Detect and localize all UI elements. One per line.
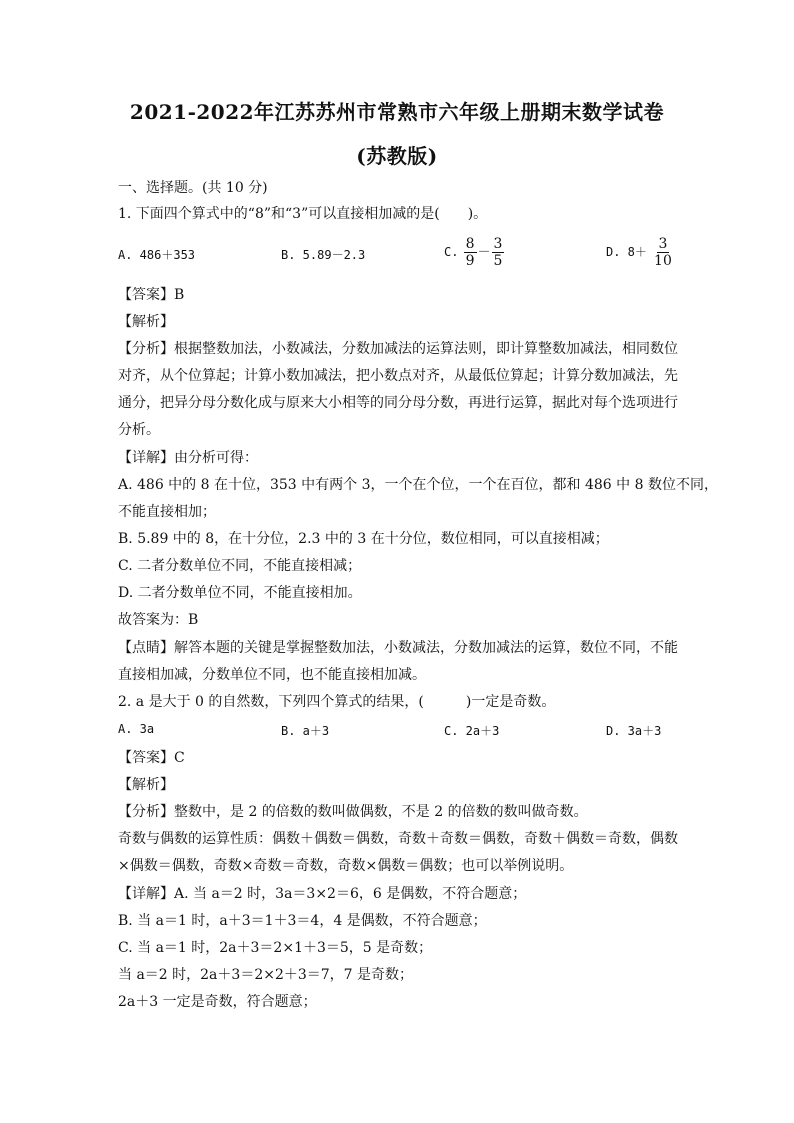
detail-text: 不能直接相加； xyxy=(118,504,216,520)
document-title: 2021-2022年江苏苏州市常熟市六年级上册期末数学试卷 xyxy=(129,100,665,124)
fraction: $\frac{8}{9}$ xyxy=(465,236,475,269)
question-2-options xyxy=(118,722,678,742)
analysis-heading: 【解析】 xyxy=(118,777,174,793)
detail-text: 【详解】A. 当 a＝2 时，3a＝3×2＝6，6 是偶数，不符合题意； xyxy=(118,886,527,902)
detail-text: C. 二者分数单位不同，不能直接相减； xyxy=(118,558,362,574)
detail-text: 2a＋3 一定是奇数，符合题意； xyxy=(118,994,317,1010)
detail-text: B. 5.89 中的 8，在十分位，2.3 中的 3 在十分位，数位相同，可以直接相减； xyxy=(118,531,609,547)
question-1-stem: 1. 下面四个算式中的“8”和“3”可以直接相加减的是( )。 xyxy=(118,206,488,222)
answer-label: 【答案】B xyxy=(118,287,185,303)
option-c: C. 2a＋3 xyxy=(444,724,500,738)
section-heading: 一、选择题。(共 10 分) xyxy=(118,180,268,196)
fraction: $\frac{3}{5}$ xyxy=(493,236,503,269)
analysis-text: 通分，把异分母分数化成与原来大小相等的同分母分数，再进行运算，据此对每个选项进行 xyxy=(118,395,678,411)
detail-text: D. 二者分数单位不同，不能直接相加。 xyxy=(118,585,362,601)
option-d: D. 8＋ $\frac{3}{10}$ xyxy=(606,236,672,269)
detail-text: 当 a＝2 时，2a＋3＝2×2＋3＝7，7 是奇数； xyxy=(118,967,414,983)
comment-text: 【点睛】解答本题的关键是掌握整数加法，小数减法，分数加减法的运算，数位不同，不能 xyxy=(118,640,678,656)
option-c: C. $\frac{8}{9}$ － $\frac{3}{5}$ xyxy=(444,236,503,269)
analysis-text: 奇数与偶数的运算性质：偶数＋偶数＝偶数，奇数＋奇数＝偶数，奇数＋偶数＝奇数，偶数 xyxy=(118,831,678,847)
analysis-heading: 【解析】 xyxy=(118,314,174,330)
option-a: A. 3a xyxy=(118,722,155,736)
detail-text: C. 当 a＝1 时，2a＋3＝2×1＋3＝5，5 是奇数； xyxy=(118,940,433,956)
analysis-text: 【分析】根据整数加法，小数减法，分数加减法的运算法则，即计算整数加减法，相同数位 xyxy=(118,341,678,357)
document-subtitle: (苏教版) xyxy=(356,144,438,168)
option-a: A. 486＋353 xyxy=(118,248,196,262)
comment-text: 直接相加减，分数单位不同，也不能直接相加减。 xyxy=(118,667,426,683)
detail-text: B. 当 a＝1 时，a＋3＝1＋3＝4，4 是偶数，不符合题意； xyxy=(118,913,487,929)
answer-label: 【答案】C xyxy=(118,750,185,766)
option-b: B. 5.89－2.3 xyxy=(281,248,366,262)
detail-text: A. 486 中的 8 在十位，353 中有两个 3，一个在个位，一个在百位，都和 486 中 8 数位不同， xyxy=(118,477,718,493)
conclusion-text: 故答案为：B xyxy=(118,612,199,628)
analysis-text: 对齐，从个位算起；计算小数加减法，把小数点对齐，从最低位算起；计算分数加减法，先 xyxy=(118,368,678,384)
question-1-options xyxy=(118,236,678,276)
fraction: $\frac{3}{10}$ xyxy=(654,236,672,269)
option-b: B. a＋3 xyxy=(281,724,330,738)
analysis-text: ×偶数＝偶数，奇数×奇数＝奇数，奇数×偶数＝偶数；也可以举例说明。 xyxy=(118,858,574,874)
option-d: D. 3a＋3 xyxy=(606,724,662,738)
analysis-text: 【分析】整数中，是 2 的倍数的数叫做偶数，不是 2 的倍数的数叫做奇数。 xyxy=(118,804,588,820)
analysis-text: 分析。 xyxy=(118,422,160,438)
question-2-stem: 2. a 是大于 0 的自然数，下列四个算式的结果，( )一定是奇数。 xyxy=(118,694,556,710)
detail-heading: 【详解】由分析可得： xyxy=(118,450,258,466)
